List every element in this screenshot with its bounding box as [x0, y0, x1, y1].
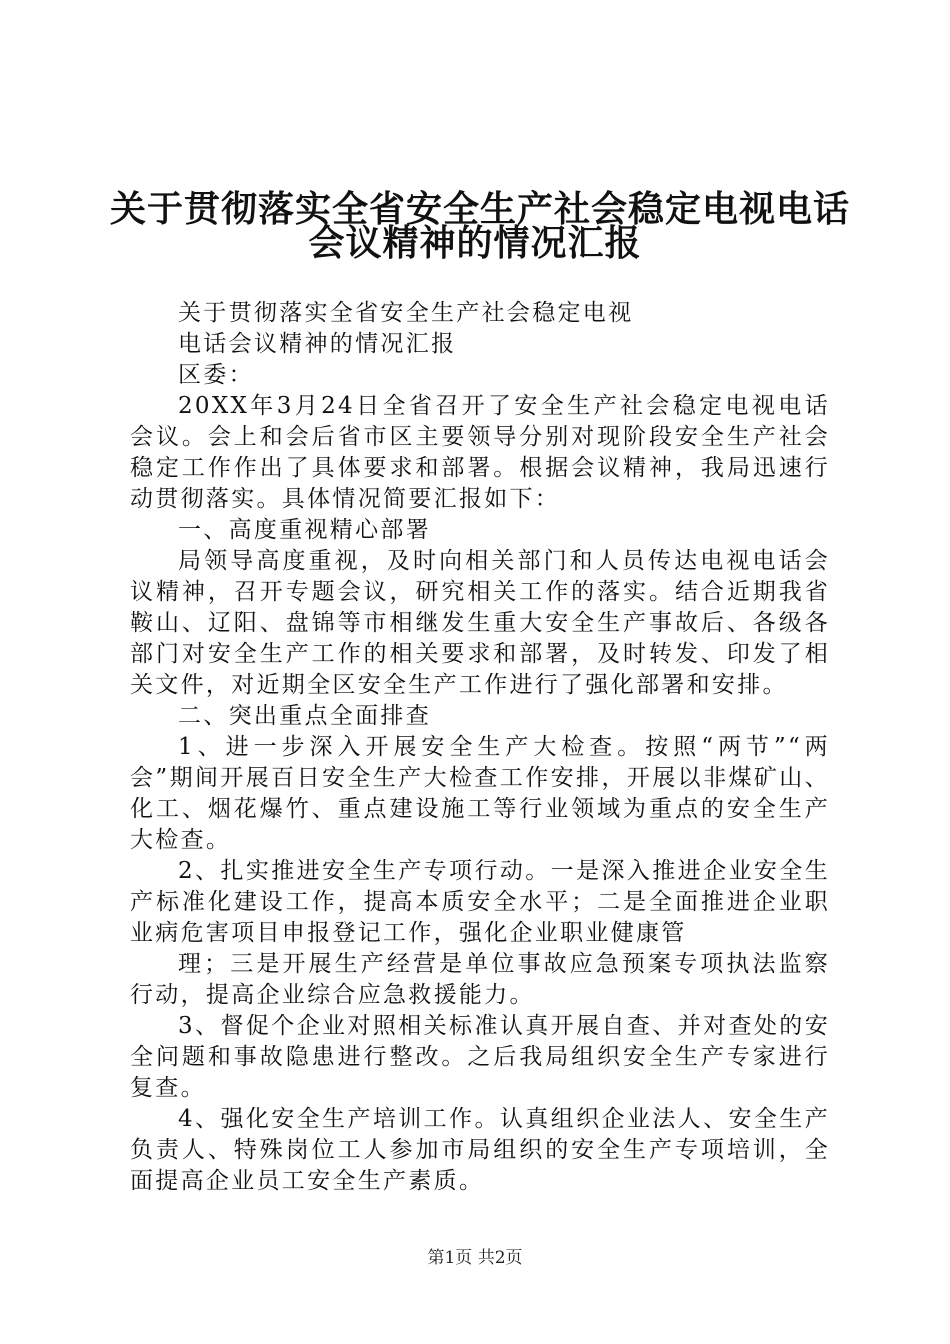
- list-item-2-part-2: 理；三是开展生产经营是单位事故应急预案专项执法监察行动，提高企业综合应急救援能力。: [130, 951, 830, 1008]
- list-item-1: 1、进一步深入开展安全生产大检查。按照“两节”“两会”期间开展百日安全生产大检查工作安排，开展以非煤矿山、化工、烟花爆竹、重点建设施工等行业领域为重点的安全生产大检查。: [130, 734, 830, 853]
- section-2-heading: 二、突出重点全面排查: [178, 703, 431, 729]
- document-title-line-1: 关于贯彻落实全省安全生产社会稳定电视电话: [110, 188, 851, 230]
- section-1-paragraph: 局领导高度重视，及时向相关部门和人员传达电视电话会议精神，召开专题会议，研究相关工作的落实。结合近期我省鞍山、辽阳、盘锦等市相继发生重大安全生产事故后、各级各部门对安全生产工作的相关要求和部署，及时转发、印发了相关文件，对近期全区安全生产工作进行了强化部署和安排。: [130, 548, 830, 698]
- document-body: [130, 298, 830, 1197]
- page-number-footer: 第1页 共2页: [427, 1248, 523, 1268]
- section-1-heading: 一、高度重视精心部署: [178, 517, 431, 543]
- list-item-3: 3、督促个企业对照相关标准认真开展自查、并对查处的安全问题和事故隐患进行整改。之后我局组织安全生产专家进行复查。: [130, 1013, 830, 1101]
- intro-paragraph: 20XX年3月24日全省召开了安全生产社会稳定电视电话会议。会上和会后省市区主要领导分别对现阶段安全生产社会稳定工作作出了具体要求和部署。根据会议精神，我局迅速行动贯彻落实。具体情况简要汇报如下：: [130, 393, 830, 512]
- list-item-4: 4、强化安全生产培训工作。认真组织企业法人、安全生产负责人、特殊岗位工人参加市局组织的安全生产专项培训，全面提高企业员工安全生产素质。: [130, 1106, 830, 1194]
- list-item-2-part-1: 2、扎实推进安全生产专项行动。一是深入推进企业安全生产标准化建设工作，提高本质安全水平；二是全面推进企业职业病危害项目申报登记工作，强化企业职业健康管: [130, 858, 830, 946]
- document-title-line-2: 会议精神的情况汇报: [308, 222, 642, 264]
- subtitle-line-1: 关于贯彻落实全省安全生产社会稳定电视: [178, 300, 634, 326]
- salutation: 区委：: [178, 362, 254, 388]
- subtitle-line-2: 电话会议精神的情况汇报: [178, 331, 457, 357]
